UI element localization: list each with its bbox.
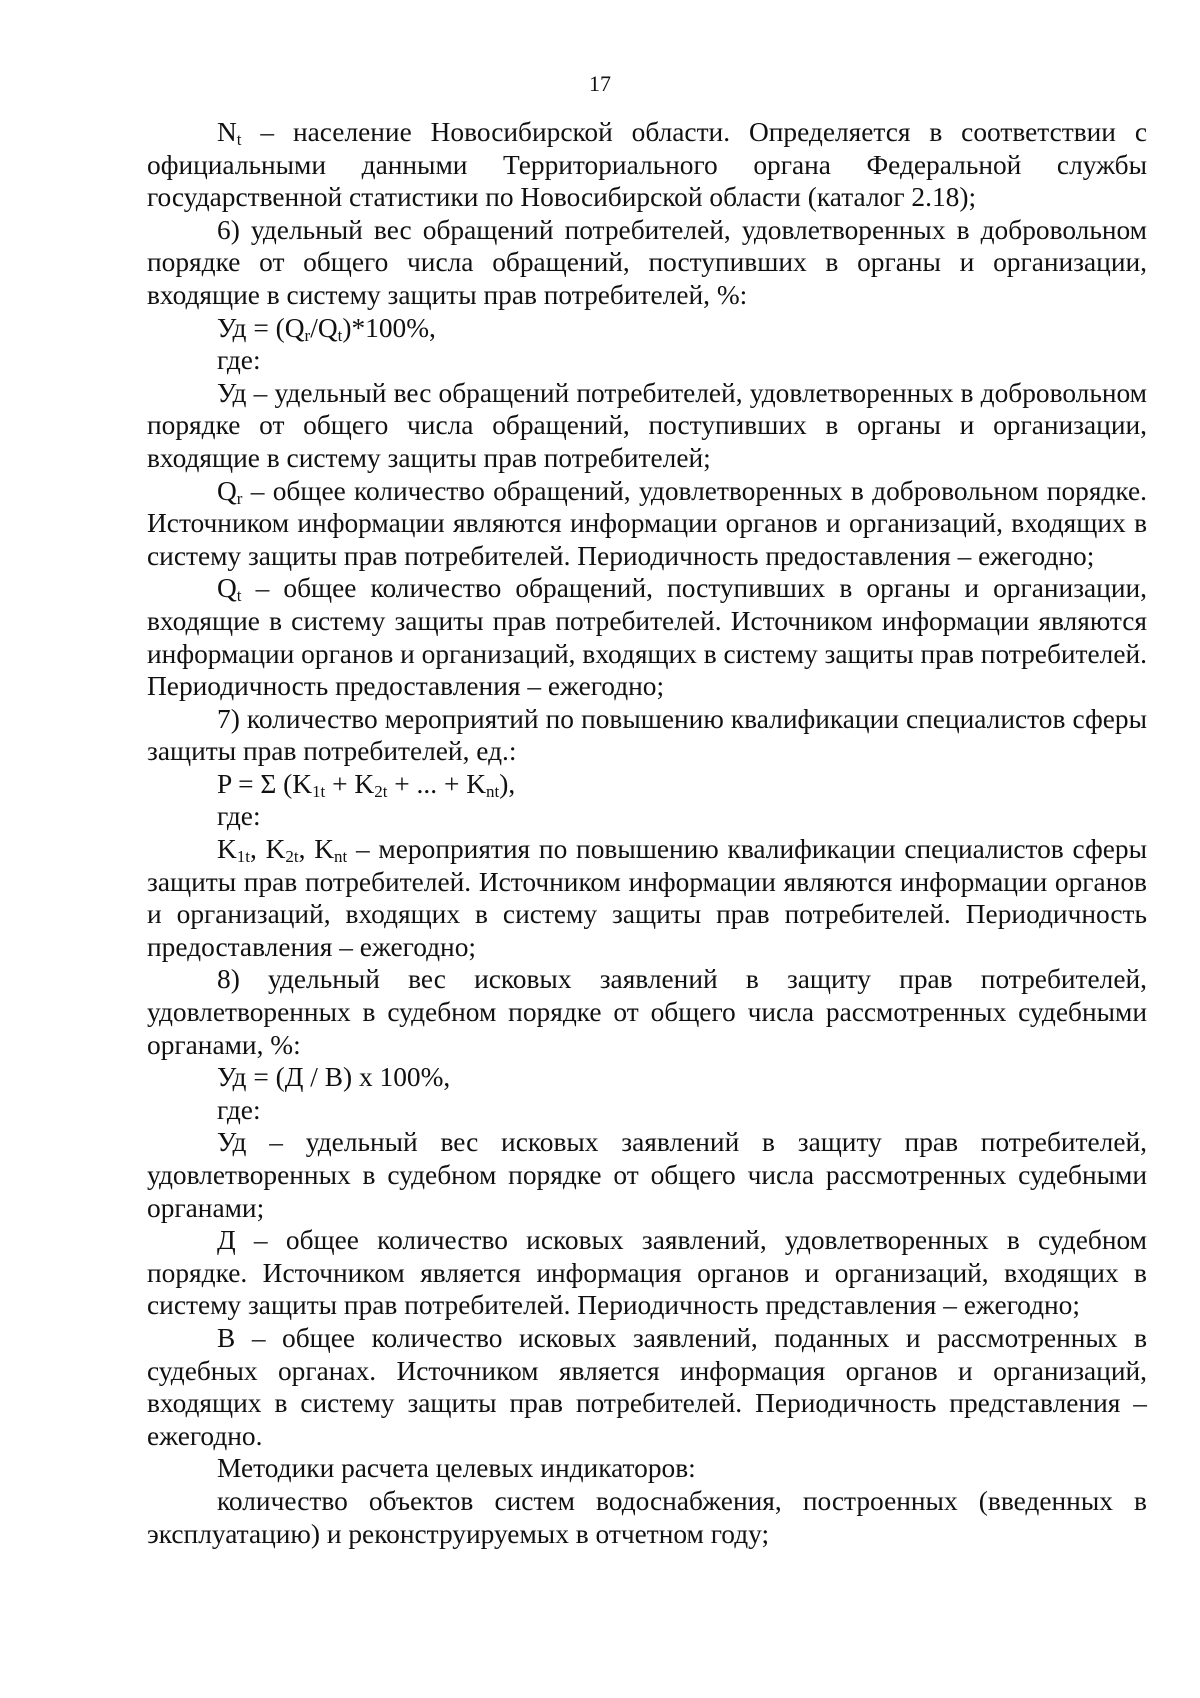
formula-line-f1: Уд = $(Q_r/Q_t)*100\%$, [217,312,436,345]
paragraph-p11: В – общее количество исковых заявлений, поданных и рассмотренных в судебных органах. Источником является информация органов и организаций, входящих в систему защиты прав потребителей. Периодичность представления – ежегодно. [147,1322,1147,1451]
document-body [147,116,1147,1550]
paragraph-p8: 8) удельный вес исковых заявлений в защиту прав потребителей, удовлетворенных в судебном порядке от общего числа рассмотренных судебными органами, %: [147,964,1147,1060]
paragraph-p10: Д – общее количество исковых заявлений, удовлетворенных в судебном порядке. Источником является информация органов и организаций, входящих в систему защиты прав потребителей. Периодичность представления – ежегодно; [147,1225,1147,1321]
paragraph-p6: 7) количество мероприятий по повышению квалификации специалистов сферы защиты прав потребителей, ед.: [147,703,1147,767]
paragraph-p1: $N_t$ – население Новосибирской области. Определяется в соответствии с официальными данными Территориального органа Федеральной службы государственной статистики по Новосибирской области (каталог 2.18); [147,117,1147,213]
paragraph-p2: 6) удельный вес обращений потребителей, удовлетворенных в добровольном порядке от общего числа обращений, поступивших в органы и организации, входящие в систему защиты прав потребителей, %: [147,214,1147,310]
paragraph-p7: $K_{1t}$, $K_{2t}$, $K_{nt}$ – мероприятия по повышению квалификации специалистов сферы защиты прав потребителей. Источником информации являются информации органов и организаций, входящих в систему защиты прав потребителей. Периодичность предоставления – ежегодно; [147,834,1148,962]
formula-line-f2: P = Σ ($K_{1t} + K_{2t}$ + ... + $K_{nt}$), [217,768,516,802]
paragraph-p4: $Q_r$ – общее количество обращений, удовлетворенных в добровольном порядке. Источником информации являются информации органов и организаций, входящих в систему защиты прав потребителей. Периодичность предоставления – ежегодно; [147,475,1147,571]
paragraph-p13: количество объектов систем водоснабжения, построенных (введенных в эксплуатацию) и реконструируемых в отчетном году; [147,1485,1147,1549]
formula-line-f3: Уд = (Д / В) х 100%, [217,1062,451,1093]
formula-line-g1: где: [217,345,261,376]
formula-line-g3: где: [217,1094,261,1125]
formula-line-g2: где: [217,801,261,832]
page-number: 17 [589,71,611,96]
paragraph-p5: $Q_t$ – общее количество обращений, поступивших в органы и организации, входящие в систему защиты прав потребителей. Источником информации являются информации органов и организаций, входящих в систему защиты прав потребителей. Периодичность предоставления – ежегодно; [147,573,1147,702]
formula-line-p12: Методики расчета целевых индикаторов: [217,1453,696,1484]
paragraph-p9: Уд – удельный вес исковых заявлений в защиту прав потребителей, удовлетворенных в судебном порядке от общего числа рассмотренных судебными органами; [147,1127,1147,1223]
paragraph-p3: Уд – удельный вес обращений потребителей, удовлетворенных в добровольном порядке от общего числа обращений, поступивших в органы и организации, входящие в систему защиты прав потребителей; [147,377,1147,473]
